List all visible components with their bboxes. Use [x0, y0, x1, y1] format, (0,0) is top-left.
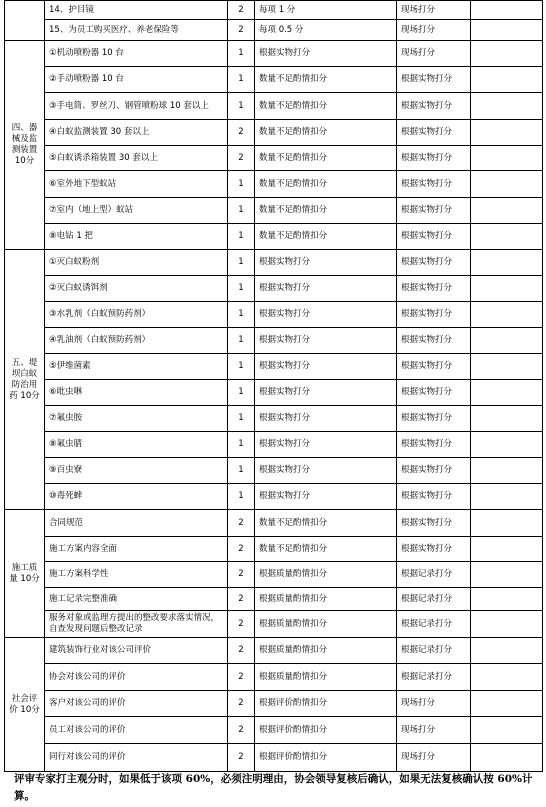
points-cell: 1	[228, 458, 255, 484]
blank-cell	[471, 588, 543, 611]
item-cell: ⑤伊维菌素	[45, 354, 228, 380]
scoring-table	[4, 0, 543, 772]
verify-cell: 根据实物打分	[397, 380, 471, 406]
rule-cell: 根据质量酌情扣分	[255, 611, 397, 638]
verify-cell: 根据实物打分	[397, 510, 471, 537]
item-cell: ⑧氟虫腈	[45, 432, 228, 458]
rule-cell: 根据实物打分	[255, 250, 397, 276]
category-cell: 四、器械及监测装置 10分	[5, 41, 45, 250]
blank-cell	[471, 691, 543, 717]
table-row	[5, 562, 543, 588]
points-cell: 2	[228, 717, 255, 744]
item-cell: 协会对该公司的评价	[45, 664, 228, 691]
blank-cell	[471, 664, 543, 691]
rule-cell: 根据质量酌情扣分	[255, 562, 397, 588]
item-cell: 施工方案科学性	[45, 562, 228, 588]
rule-cell: 数量不足酌情扣分	[255, 510, 397, 537]
item-cell: ⑩毒死蜱	[45, 484, 228, 510]
verify-cell: 根据实物打分	[397, 406, 471, 432]
item-cell: 14、护目镜	[45, 1, 228, 20]
points-cell: 1	[228, 406, 255, 432]
points-cell: 1	[228, 328, 255, 354]
verify-cell: 根据实物打分	[397, 328, 471, 354]
table-row	[5, 41, 543, 67]
verify-cell: 根据实物打分	[397, 146, 471, 171]
item-cell: 建筑装饰行业对该公司评价	[45, 638, 228, 664]
blank-cell	[471, 67, 543, 93]
blank-cell	[471, 198, 543, 224]
table-row	[5, 276, 543, 302]
points-cell: 2	[228, 638, 255, 664]
blank-cell	[471, 328, 543, 354]
item-cell: ②手动喷粉器 10 台	[45, 67, 228, 93]
verify-cell: 根据实物打分	[397, 171, 471, 198]
table-row	[5, 406, 543, 432]
verify-cell: 根据实物打分	[397, 276, 471, 302]
points-cell: 2	[228, 744, 255, 772]
points-cell: 2	[228, 562, 255, 588]
category-cell: 社会评价 10分	[5, 638, 45, 772]
table-row	[5, 354, 543, 380]
points-cell: 1	[228, 354, 255, 380]
item-cell: 员工对该公司的评价	[45, 717, 228, 744]
table-row	[5, 717, 543, 744]
points-cell: 1	[228, 171, 255, 198]
rule-cell: 根据实物打分	[255, 380, 397, 406]
verify-cell: 根据记录打分	[397, 611, 471, 638]
rule-cell: 数量不足酌情扣分	[255, 224, 397, 250]
item-cell: ⑥吡虫啉	[45, 380, 228, 406]
table-row	[5, 691, 543, 717]
table-row	[5, 510, 543, 537]
points-cell: 1	[228, 93, 255, 120]
item-cell: 施工记录完整准确	[45, 588, 228, 611]
verify-cell: 现场打分	[397, 691, 471, 717]
verify-cell: 根据实物打分	[397, 537, 471, 562]
table-row	[5, 537, 543, 562]
rule-cell: 根据实物打分	[255, 484, 397, 510]
table-row	[5, 744, 543, 772]
item-cell: ⑨百虫寮	[45, 458, 228, 484]
rule-cell: 根据质量酌情扣分	[255, 588, 397, 611]
table-row	[5, 302, 543, 328]
item-cell: ①灭白蚁粉剂	[45, 250, 228, 276]
points-cell: 1	[228, 41, 255, 67]
points-cell: 2	[228, 588, 255, 611]
verify-cell: 根据实物打分	[397, 250, 471, 276]
rule-cell: 根据评价酌情扣分	[255, 744, 397, 772]
blank-cell	[471, 406, 543, 432]
blank-cell	[471, 146, 543, 171]
item-cell: 合同规范	[45, 510, 228, 537]
blank-cell	[471, 380, 543, 406]
points-cell: 1	[228, 276, 255, 302]
table-row	[5, 664, 543, 691]
table-row	[5, 250, 543, 276]
blank-cell	[471, 171, 543, 198]
verify-cell: 根据记录打分	[397, 638, 471, 664]
table-row	[5, 224, 543, 250]
rule-cell: 根据质量酌情扣分	[255, 664, 397, 691]
verify-cell: 根据实物打分	[397, 302, 471, 328]
verify-cell: 现场打分	[397, 744, 471, 772]
rule-cell: 数量不足酌情扣分	[255, 93, 397, 120]
item-cell: ②灭白蚁诱饵剂	[45, 276, 228, 302]
item-cell: ③手电筒、罗丝刀、钢管喷粉球 10 套以上	[45, 93, 228, 120]
rule-cell: 根据评价酌情扣分	[255, 717, 397, 744]
rule-cell: 根据实物打分	[255, 354, 397, 380]
rule-cell: 根据实物打分	[255, 41, 397, 67]
blank-cell	[471, 611, 543, 638]
item-cell: ⑧电钻 1 把	[45, 224, 228, 250]
category-cell: 五、堤坝白蚁防治用药 10分	[5, 250, 45, 510]
verify-cell: 根据实物打分	[397, 67, 471, 93]
table-row	[5, 588, 543, 611]
rule-cell: 根据实物打分	[255, 302, 397, 328]
item-cell: 同行对该公司的评价	[45, 744, 228, 772]
blank-cell	[471, 20, 543, 41]
verify-cell: 现场打分	[397, 1, 471, 20]
item-cell: 服务对象或监理方提出的整改要求落实情况，自查发现问题后整改记录	[45, 611, 228, 638]
item-cell: 15、为员工购买医疗、养老保险等	[45, 20, 228, 41]
table-row	[5, 93, 543, 120]
item-cell: ①机动喷粉器 10 台	[45, 41, 228, 67]
points-cell: 1	[228, 302, 255, 328]
rule-cell: 数量不足酌情扣分	[255, 537, 397, 562]
category-cell	[5, 1, 45, 41]
item-cell: ⑥室外地下型蚁站	[45, 171, 228, 198]
blank-cell	[471, 458, 543, 484]
table-row	[5, 638, 543, 664]
points-cell: 1	[228, 224, 255, 250]
verify-cell: 根据记录打分	[397, 562, 471, 588]
blank-cell	[471, 224, 543, 250]
verify-cell: 根据实物打分	[397, 198, 471, 224]
blank-cell	[471, 93, 543, 120]
points-cell: 2	[228, 120, 255, 146]
verify-cell: 根据记录打分	[397, 664, 471, 691]
verify-cell: 根据实物打分	[397, 354, 471, 380]
footnote: 评审专家打主观分时，如果低于该项 60%，必须注明理由，协会领导复核后确认，如果无法复核确认按 60%计算。	[14, 773, 533, 802]
rule-cell: 数量不足酌情扣分	[255, 171, 397, 198]
points-cell: 2	[228, 146, 255, 171]
category-cell: 施工质量 10分	[5, 510, 45, 638]
points-cell: 2	[228, 510, 255, 537]
rule-cell: 根据实物打分	[255, 458, 397, 484]
table-row	[5, 458, 543, 484]
blank-cell	[471, 484, 543, 510]
points-cell: 2	[228, 611, 255, 638]
blank-cell	[471, 638, 543, 664]
rule-cell: 数量不足酌情扣分	[255, 67, 397, 93]
table-row	[5, 1, 543, 20]
verify-cell: 根据实物打分	[397, 458, 471, 484]
verify-cell: 根据实物打分	[397, 120, 471, 146]
item-cell: ④乳油剂（白蚁预防药剂）	[45, 328, 228, 354]
points-cell: 1	[228, 67, 255, 93]
points-cell: 1	[228, 484, 255, 510]
blank-cell	[471, 354, 543, 380]
blank-cell	[471, 250, 543, 276]
points-cell: 1	[228, 432, 255, 458]
verify-cell: 现场打分	[397, 41, 471, 67]
rule-cell: 根据质量酌情扣分	[255, 638, 397, 664]
points-cell: 2	[228, 664, 255, 691]
points-cell: 2	[228, 691, 255, 717]
rule-cell: 每项 1 分	[255, 1, 397, 20]
table-row	[5, 198, 543, 224]
verify-cell: 根据记录打分	[397, 588, 471, 611]
table-row	[5, 67, 543, 93]
item-cell: 客户对该公司的评价	[45, 691, 228, 717]
table-row	[5, 171, 543, 198]
table-row	[5, 20, 543, 41]
points-cell: 2	[228, 537, 255, 562]
item-cell: ④白蚁监测装置 30 套以上	[45, 120, 228, 146]
points-cell: 2	[228, 20, 255, 41]
verify-cell: 根据实物打分	[397, 484, 471, 510]
points-cell: 1	[228, 198, 255, 224]
blank-cell	[471, 120, 543, 146]
verify-cell: 现场打分	[397, 20, 471, 41]
table-row	[5, 328, 543, 354]
table-row	[5, 380, 543, 406]
rule-cell: 根据实物打分	[255, 406, 397, 432]
blank-cell	[471, 432, 543, 458]
blank-cell	[471, 562, 543, 588]
blank-cell	[471, 1, 543, 20]
item-cell: ⑦氟虫胺	[45, 406, 228, 432]
rule-cell: 根据评价酌情扣分	[255, 691, 397, 717]
blank-cell	[471, 302, 543, 328]
table-row	[5, 484, 543, 510]
table-row	[5, 120, 543, 146]
verify-cell: 现场打分	[397, 717, 471, 744]
points-cell: 2	[228, 1, 255, 20]
points-cell: 1	[228, 380, 255, 406]
rule-cell: 根据实物打分	[255, 432, 397, 458]
verify-cell: 根据实物打分	[397, 93, 471, 120]
rule-cell: 每项 0.5 分	[255, 20, 397, 41]
points-cell: 1	[228, 250, 255, 276]
rule-cell: 数量不足酌情扣分	[255, 146, 397, 171]
item-cell: 施工方案内容全面	[45, 537, 228, 562]
rule-cell: 数量不足酌情扣分	[255, 198, 397, 224]
blank-cell	[471, 276, 543, 302]
item-cell: ⑤白蚁诱杀箱装置 30 套以上	[45, 146, 228, 171]
blank-cell	[471, 717, 543, 744]
verify-cell: 根据实物打分	[397, 224, 471, 250]
rule-cell: 根据实物打分	[255, 276, 397, 302]
table-row	[5, 611, 543, 638]
blank-cell	[471, 537, 543, 562]
rule-cell: 数量不足酌情扣分	[255, 120, 397, 146]
blank-cell	[471, 41, 543, 67]
blank-cell	[471, 510, 543, 537]
item-cell: ③水乳剂（白蚁预防药剂）	[45, 302, 228, 328]
item-cell: ⑦室内（地上型）蚁站	[45, 198, 228, 224]
rule-cell: 根据实物打分	[255, 328, 397, 354]
verify-cell: 根据实物打分	[397, 432, 471, 458]
table-row	[5, 146, 543, 171]
table-row	[5, 432, 543, 458]
blank-cell	[471, 744, 543, 772]
